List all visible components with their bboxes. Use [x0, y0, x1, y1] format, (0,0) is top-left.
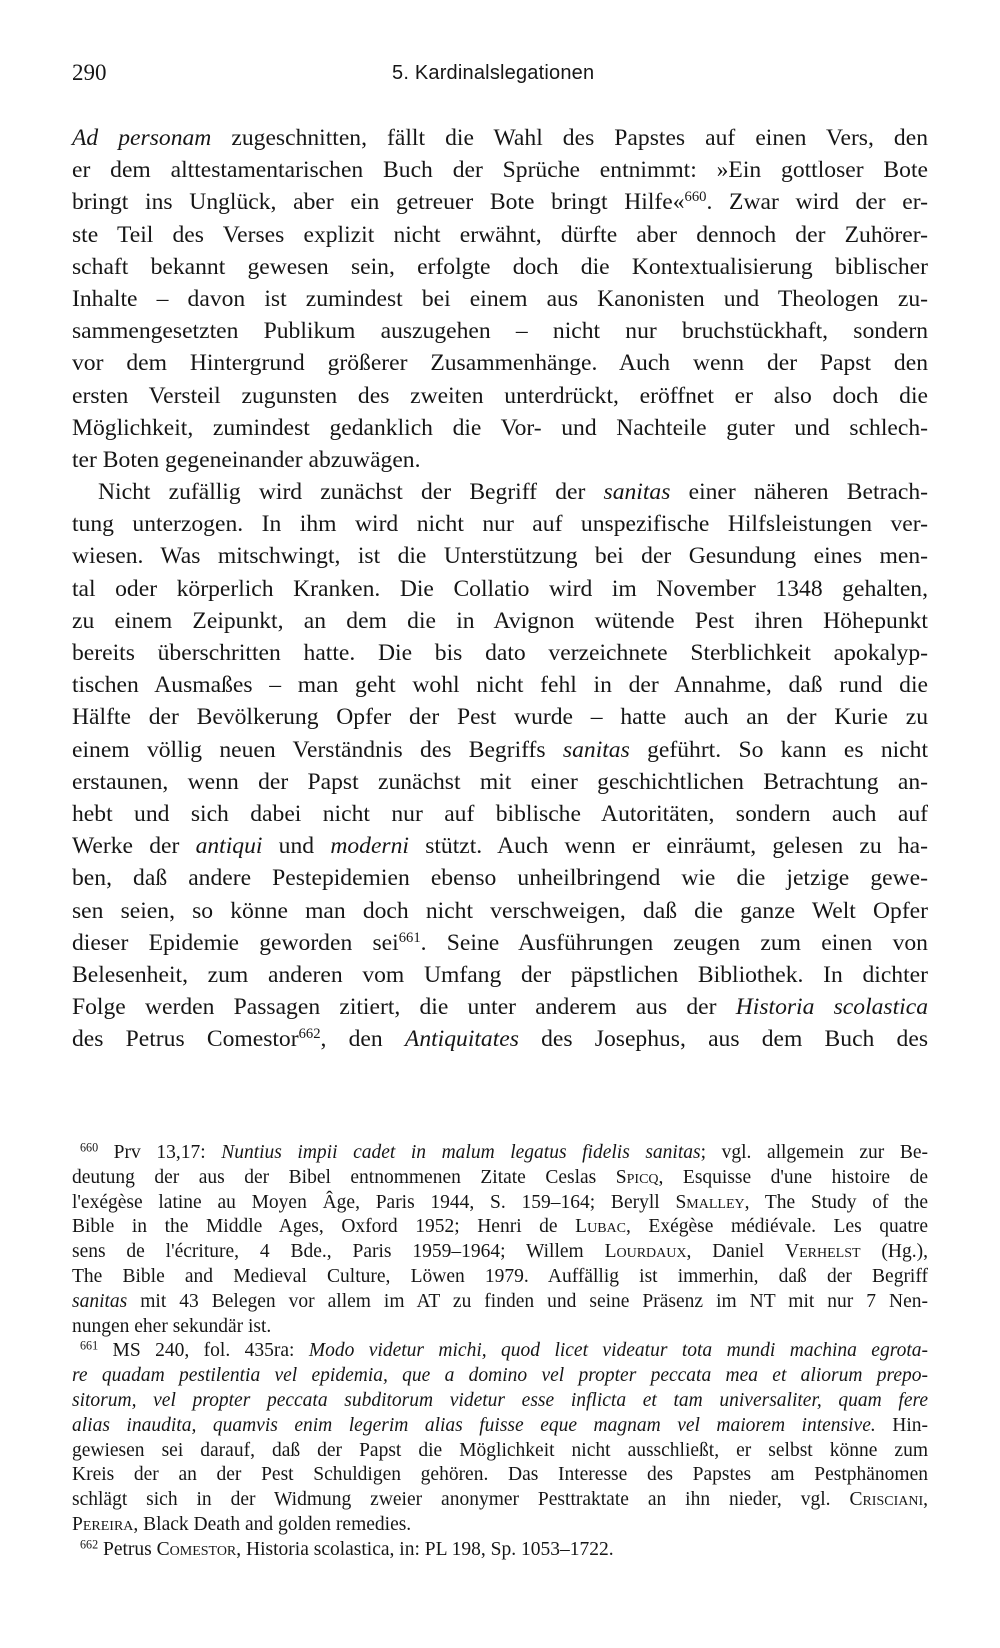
italic-text: sitorum, vel propter peccata subditorum videtur esse inflicta et tam universaliter, quam fere [72, 1389, 928, 1411]
text-line [72, 347, 928, 379]
text-run: sens de l'écriture, 4 Bde., Paris 1959–1964; Willem [72, 1241, 605, 1263]
text-line [72, 412, 928, 444]
italic-text: alias inaudita, quamvis enim legerim alias fuisse eque magnam vel maiorem intensive. [72, 1414, 876, 1436]
text-run: MS 240, fol. 435ra: [98, 1340, 309, 1362]
text-line [72, 862, 928, 894]
author-name: Verhelst [785, 1241, 861, 1263]
italic-text: antiqui [195, 833, 263, 860]
text-run: Möglichkeit, zumindest gedanklich die Vor- und Nachteile guter und schlech- [72, 414, 928, 441]
text-line [72, 605, 928, 637]
text-run: l'exégèse latine au Moyen Âge, Paris 1944, S. 159–164; Beryll [72, 1191, 676, 1213]
text-run: tung unterzogen. In ihm wird nicht nur auf unspezifische Hilfsleistungen ver- [72, 511, 928, 538]
author-name: Smalley [675, 1191, 745, 1213]
text-run: ste Teil des Verses explizit nicht erwähnt, dürfte aber dennoch der Zuhörer- [72, 221, 928, 248]
text-line [72, 959, 928, 991]
footnote-line [72, 1290, 928, 1315]
text-run: des Josephus, aus dem Buch des [518, 1026, 929, 1053]
footnote-line [72, 1215, 928, 1240]
footnote-line [72, 1389, 928, 1414]
text-run: mit 43 Belegen vor allem im AT zu finden und seine Präsenz im NT mit nur 7 Nen- [127, 1290, 928, 1312]
text-run: stützt. Auch wenn er einräumt, gelesen zu ha- [408, 833, 928, 860]
footnote-ref: 661 [398, 929, 421, 946]
author-name: Pereira [72, 1513, 134, 1535]
page-header [72, 60, 928, 94]
text-run: tischen Ausmaßes – man geht wohl nicht fehl in der Annahme, daß rund die [72, 672, 928, 699]
text-line [72, 508, 928, 540]
text-run: ersten Versteil zugunsten des zweiten unterdrückt, eröffnet er also doch die [72, 382, 928, 409]
text-run: , Esquisse d'une histoire de [658, 1166, 928, 1188]
text-line [72, 927, 928, 959]
italic-text: Ad personam [72, 125, 212, 151]
text-run: , Exégèse médiévale. Les quatre [625, 1216, 929, 1238]
text-line [72, 573, 928, 605]
text-line [72, 444, 928, 476]
text-run: Inhalte – davon ist zumindest bei einem aus Kanonisten und Theologen zu- [72, 285, 928, 312]
text-line [72, 1023, 928, 1055]
text-run: Kreis der an der Pest Schuldigen gehören. Das Interesse des Papstes am Pestphänomen [72, 1464, 928, 1486]
text-run: sammengesetzten Publikum auszugehen – nicht nur bruchstückhaft, sondern [72, 318, 928, 345]
text-run: vor dem Hintergrund größerer Zusammenhänge. Auch wenn der Papst den [72, 350, 928, 377]
italic-text: sanitas [603, 479, 671, 506]
text-line [72, 154, 928, 186]
author-name: Spicq [615, 1166, 659, 1188]
text-run: Prv 13,17: [98, 1142, 222, 1163]
text-run: zu einem Zeipunkt, an dem die in Avignon wütende Pest ihren Höhepunkt [72, 607, 928, 634]
footnote-ref: 661 [80, 1338, 99, 1353]
author-name: Comestor [156, 1538, 237, 1560]
italic-text: Historia scolastica [735, 994, 928, 1021]
text-run: ter Boten gegeneinander abzuwägen. [72, 446, 421, 473]
text-run: ben, daß andere Pestepidemien ebenso unheilbringend wie die jetzige gewe- [72, 865, 928, 892]
text-run: , Black Death and golden remedies. [133, 1513, 412, 1535]
text-line [72, 895, 928, 927]
text-line [72, 219, 928, 251]
text-run: Nicht zufällig wird zunächst der Begriff der [98, 479, 604, 506]
italic-text: Nuntius impii cadet in malum legatus fidelis sanitas [221, 1142, 701, 1163]
footnote-line [72, 1513, 928, 1538]
footnote-line [72, 1315, 928, 1340]
text-run: , [923, 1489, 928, 1511]
footnote-line [72, 1463, 928, 1488]
text-line [72, 637, 928, 669]
text-run: geführt. So kann es nicht [629, 736, 928, 763]
text-run: Folge werden Passagen zitiert, die unter anderem aus der [72, 994, 736, 1021]
text-run: hebt und sich dabei nicht nur auf biblische Autoritäten, sondern auch auf [72, 800, 928, 827]
text-run: Belesenheit, zum anderen vom Umfang der päpstlichen Bibliothek. In dichter [72, 961, 928, 988]
text-run: nungen eher sekundär ist. [72, 1315, 272, 1337]
author-name: Crisciani [849, 1489, 924, 1511]
author-name: Lubac [575, 1216, 626, 1238]
text-line [72, 766, 928, 798]
text-line [72, 315, 928, 347]
page-number: 290 [72, 60, 107, 85]
text-run: , den [320, 1026, 405, 1053]
text-run: gewiesen sei darauf, daß der Papst die Möglichkeit nicht ausschließt, er selbst könne zum [72, 1439, 928, 1461]
text-run: sen seien, so könne man doch nicht verschweigen, daß die ganze Welt Opfer [72, 897, 928, 924]
text-line [72, 122, 928, 154]
footnote-ref: 662 [80, 1537, 99, 1552]
text-run: Petrus [98, 1538, 157, 1560]
text-run: Hin- [875, 1414, 928, 1436]
footnote-line [72, 1364, 928, 1389]
running-head: 5. Kardinalslegationen [392, 62, 595, 84]
footnote-line [72, 1141, 928, 1166]
text-line [72, 798, 928, 830]
italic-text: moderni [330, 833, 409, 860]
text-run: einem völlig neuen Verständnis des Begriffs [72, 736, 563, 763]
text-run: The Bible and Medieval Culture, Löwen 1979. Auffällig ist immerhin, daß der Begriff [72, 1265, 928, 1287]
text-run: einer näheren Betrach- [670, 479, 928, 506]
text-line [72, 251, 928, 283]
text-run: er dem alttestamentarischen Buch der Sprüche entnimmt: »Ein gottloser Bote [72, 157, 928, 184]
text-run: deutung der aus der Bibel entnommenen Zitate Ceslas [72, 1166, 616, 1188]
footnote-line [72, 1265, 928, 1290]
body-text [72, 122, 928, 1055]
text-line [72, 476, 928, 508]
text-run: bringt ins Unglück, aber ein getreuer Bote bringt Hilfe« [72, 189, 685, 216]
text-run: tal oder körperlich Kranken. Die Collatio wird im November 1348 gehalten, [72, 575, 928, 602]
text-run: zugeschnitten, fällt die Wahl des Papstes auf einen Vers, den [211, 125, 928, 151]
footnotes [72, 1141, 928, 1563]
text-line [72, 701, 928, 733]
author-name: Lourdaux [604, 1241, 687, 1263]
text-run: , Daniel [686, 1241, 786, 1263]
footnote-line [72, 1191, 928, 1216]
italic-text: re quadam pestilentia vel epidemia, que a domino vel propter peccata mea et aliorum prepo- [72, 1365, 928, 1387]
footnote-ref: 660 [80, 1140, 99, 1155]
footnote-line [72, 1538, 928, 1563]
italic-text: sanitas [562, 736, 630, 763]
text-line [72, 186, 928, 218]
footnote-line [72, 1488, 928, 1513]
text-run: , The Study of the [744, 1191, 929, 1213]
text-run: und [262, 833, 331, 860]
italic-text: sanitas [72, 1290, 128, 1312]
text-run: dieser Epidemie geworden sei [72, 929, 399, 956]
text-line [72, 734, 928, 766]
text-run: wiesen. Was mitschwingt, ist die Unterstützung bei der Gesundung eines men- [72, 543, 928, 570]
text-run: (Hg.), [860, 1241, 928, 1263]
footnote-line [72, 1240, 928, 1265]
footnote-line [72, 1414, 928, 1439]
text-line [72, 283, 928, 315]
text-line [72, 669, 928, 701]
footnote-line [72, 1439, 928, 1464]
footnote-line [72, 1166, 928, 1191]
text-run: , Historia scolastica, in: PL 198, Sp. 1053–1722. [236, 1538, 614, 1560]
text-run: ; vgl. allgemein zur Be- [700, 1142, 928, 1163]
text-run: bereits überschritten hatte. Die bis dato verzeichnete Sterblichkeit apokalyp- [72, 640, 928, 666]
footnote-line [72, 1339, 928, 1364]
text-line [72, 380, 928, 412]
italic-text: Antiquitates [404, 1026, 519, 1053]
text-run: Bible in the Middle Ages, Oxford 1952; Henri de [72, 1216, 576, 1238]
text-line [72, 991, 928, 1023]
text-run: schaft bekannt gewesen sein, erfolgte doch die Kontextualisierung biblischer [72, 253, 928, 280]
italic-text: Modo videtur michi, quod licet videatur tota mundi machina egrota- [308, 1340, 928, 1362]
footnote-ref: 662 [298, 1026, 321, 1043]
text-run: Hälfte der Bevölkerung Opfer der Pest wurde – hatte auch an der Kurie zu [72, 704, 928, 731]
text-run: . Zwar wird der er- [706, 189, 929, 216]
text-run: des Petrus Comestor [72, 1026, 299, 1053]
text-run: erstaunen, wenn der Papst zunächst mit einer geschichtlichen Betrachtung an- [72, 768, 928, 795]
text-run: Werke der [72, 833, 196, 860]
text-line [72, 540, 928, 572]
footnote-ref: 660 [684, 189, 707, 206]
text-line [72, 830, 928, 862]
text-run: . Seine Ausführungen zeugen zum einen von [420, 929, 928, 956]
text-run: schlägt sich in der Widmung zweier anonymer Pesttraktate an ihn nieder, vgl. [72, 1489, 850, 1511]
